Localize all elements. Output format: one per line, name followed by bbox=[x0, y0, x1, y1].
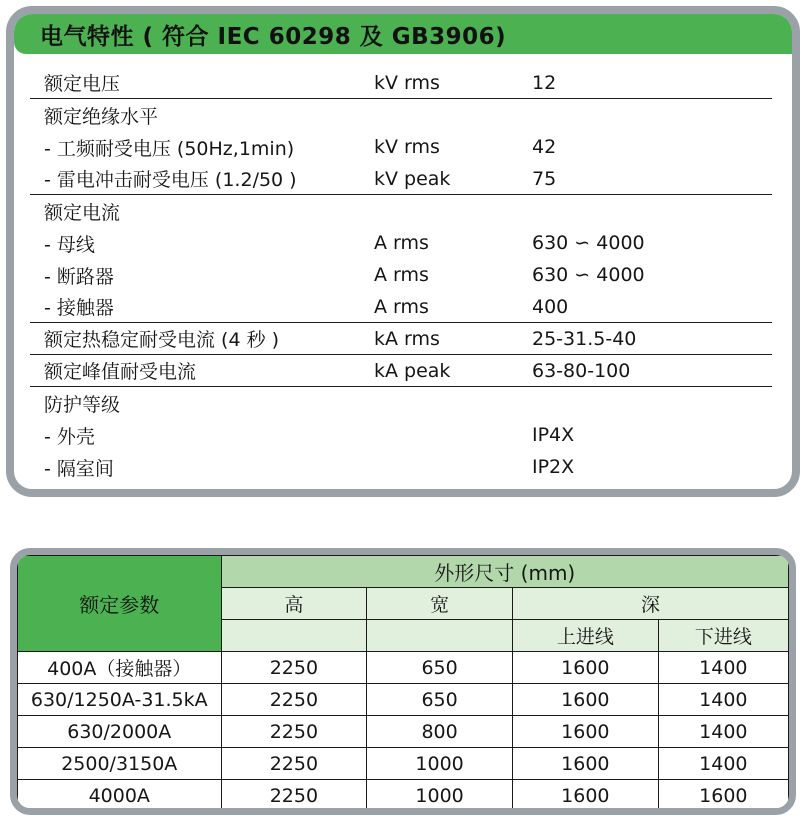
height-cell: 2250 bbox=[221, 684, 367, 716]
spec-row-peak-withstand bbox=[30, 355, 772, 387]
spec-label: - 雷电冲击耐受电压 (1.2/50 ) bbox=[44, 169, 297, 191]
rated-parameters-header: 额定参数 bbox=[18, 556, 222, 652]
spec-value: 400 bbox=[532, 295, 569, 318]
overall-dimensions-header: 外形尺寸 (mm) bbox=[221, 556, 788, 588]
table-row bbox=[18, 684, 789, 716]
width-cell: 1000 bbox=[367, 748, 513, 780]
spec-label: 额定热稳定耐受电流 (4 秒 ) bbox=[44, 329, 280, 351]
spec-label: - 外壳 bbox=[44, 425, 95, 448]
spec-unit: kV rms bbox=[374, 71, 440, 94]
spec-value: 63-80-100 bbox=[532, 359, 631, 382]
spec-value: IP4X bbox=[532, 424, 575, 446]
table-row bbox=[18, 716, 789, 748]
depth-bottom-cell: 1600 bbox=[658, 780, 788, 812]
depth-bottom-cell: 1400 bbox=[658, 748, 788, 780]
spec-row-power-frequency-withstand bbox=[30, 131, 772, 163]
table-row bbox=[18, 748, 789, 780]
spec-label: 额定峰值耐受电流 bbox=[44, 361, 197, 383]
spec-row-compartments bbox=[30, 451, 772, 483]
spec-unit: A rms bbox=[374, 232, 429, 254]
depth-top-cell: 1600 bbox=[512, 652, 658, 684]
spec-value: 630 ∽ 4000 bbox=[532, 264, 645, 286]
param-cell: 630/2000A bbox=[18, 716, 222, 748]
top-incoming-header: 上进线 bbox=[512, 620, 658, 652]
height-cell: 2250 bbox=[221, 780, 367, 812]
height-cell: 2250 bbox=[221, 652, 367, 684]
spec-row-lightning-impulse-withstand bbox=[30, 163, 772, 195]
spec-row-short-time-withstand bbox=[30, 323, 772, 355]
spec-unit: kA rms bbox=[374, 327, 440, 350]
depth-bottom-cell: 1400 bbox=[658, 716, 788, 748]
spec-value: 42 bbox=[532, 136, 557, 158]
dimensions-panel bbox=[10, 548, 796, 815]
height-cell: 2250 bbox=[221, 716, 367, 748]
param-cell: 2500/3150A bbox=[18, 748, 222, 780]
spec-value: 630 ∽ 4000 bbox=[532, 232, 645, 254]
spec-label: 防护等级 bbox=[44, 393, 121, 416]
width-cell: 1000 bbox=[367, 780, 513, 812]
spec-row-rated-voltage bbox=[30, 67, 772, 99]
electrical-characteristics-panel bbox=[6, 6, 800, 497]
depth-top-cell: 1600 bbox=[512, 684, 658, 716]
spec-label: - 工频耐受电压 (50Hz,1min) bbox=[44, 137, 295, 160]
spec-row-rated-current bbox=[30, 195, 772, 227]
spec-value: 75 bbox=[532, 167, 557, 190]
depth-top-cell: 1600 bbox=[512, 748, 658, 780]
spec-label: - 母线 bbox=[44, 233, 95, 256]
empty-header-cell bbox=[221, 620, 367, 652]
spec-unit: A rms bbox=[374, 264, 429, 286]
header-row-group bbox=[18, 556, 789, 588]
depth-top-cell: 1600 bbox=[512, 716, 658, 748]
spec-unit: kV peak bbox=[374, 167, 451, 190]
spec-table bbox=[30, 67, 772, 483]
bottom-incoming-header: 下进线 bbox=[658, 620, 788, 652]
height-header: 高 bbox=[221, 588, 367, 620]
width-cell: 650 bbox=[367, 684, 513, 716]
param-cell: 400A（接触器） bbox=[18, 652, 222, 684]
spec-row-protection-degree bbox=[30, 387, 772, 419]
panel-title: 电气特性 ( 符合 IEC 60298 及 GB3906) bbox=[40, 23, 507, 50]
depth-header: 深 bbox=[512, 588, 788, 620]
width-header: 宽 bbox=[367, 588, 513, 620]
spec-value: IP2X bbox=[532, 456, 575, 478]
spec-label: - 隔室间 bbox=[44, 457, 114, 480]
height-cell: 2250 bbox=[221, 748, 367, 780]
spec-unit: kA peak bbox=[374, 359, 451, 382]
spec-label: 额定电压 bbox=[44, 73, 121, 95]
param-cell: 630/1250A-31.5kA bbox=[18, 684, 222, 716]
width-cell: 650 bbox=[367, 652, 513, 684]
spec-row-insulation-level bbox=[30, 99, 772, 131]
table-row bbox=[18, 780, 789, 812]
param-cell: 4000A bbox=[18, 780, 222, 812]
spec-unit: A rms bbox=[374, 295, 429, 318]
spec-row-busbar bbox=[30, 227, 772, 259]
panel-title-bar bbox=[14, 14, 792, 54]
dimensions-table bbox=[17, 555, 789, 812]
empty-header-cell bbox=[367, 620, 513, 652]
spec-label: 额定电流 bbox=[44, 201, 121, 224]
spec-row-contactor bbox=[30, 291, 772, 323]
spec-value: 25-31.5-40 bbox=[532, 327, 637, 350]
depth-top-cell: 1600 bbox=[512, 780, 658, 812]
spec-row-circuit-breaker bbox=[30, 259, 772, 291]
spec-value: 12 bbox=[532, 71, 557, 94]
spec-label: 额定绝缘水平 bbox=[44, 105, 159, 128]
spec-label: - 接触器 bbox=[44, 297, 114, 319]
depth-bottom-cell: 1400 bbox=[658, 684, 788, 716]
width-cell: 800 bbox=[367, 716, 513, 748]
spec-row-enclosure bbox=[30, 419, 772, 451]
spec-unit: kV rms bbox=[374, 136, 440, 158]
spec-label: - 断路器 bbox=[44, 265, 114, 288]
depth-bottom-cell: 1400 bbox=[658, 652, 788, 684]
table-row bbox=[18, 652, 789, 684]
